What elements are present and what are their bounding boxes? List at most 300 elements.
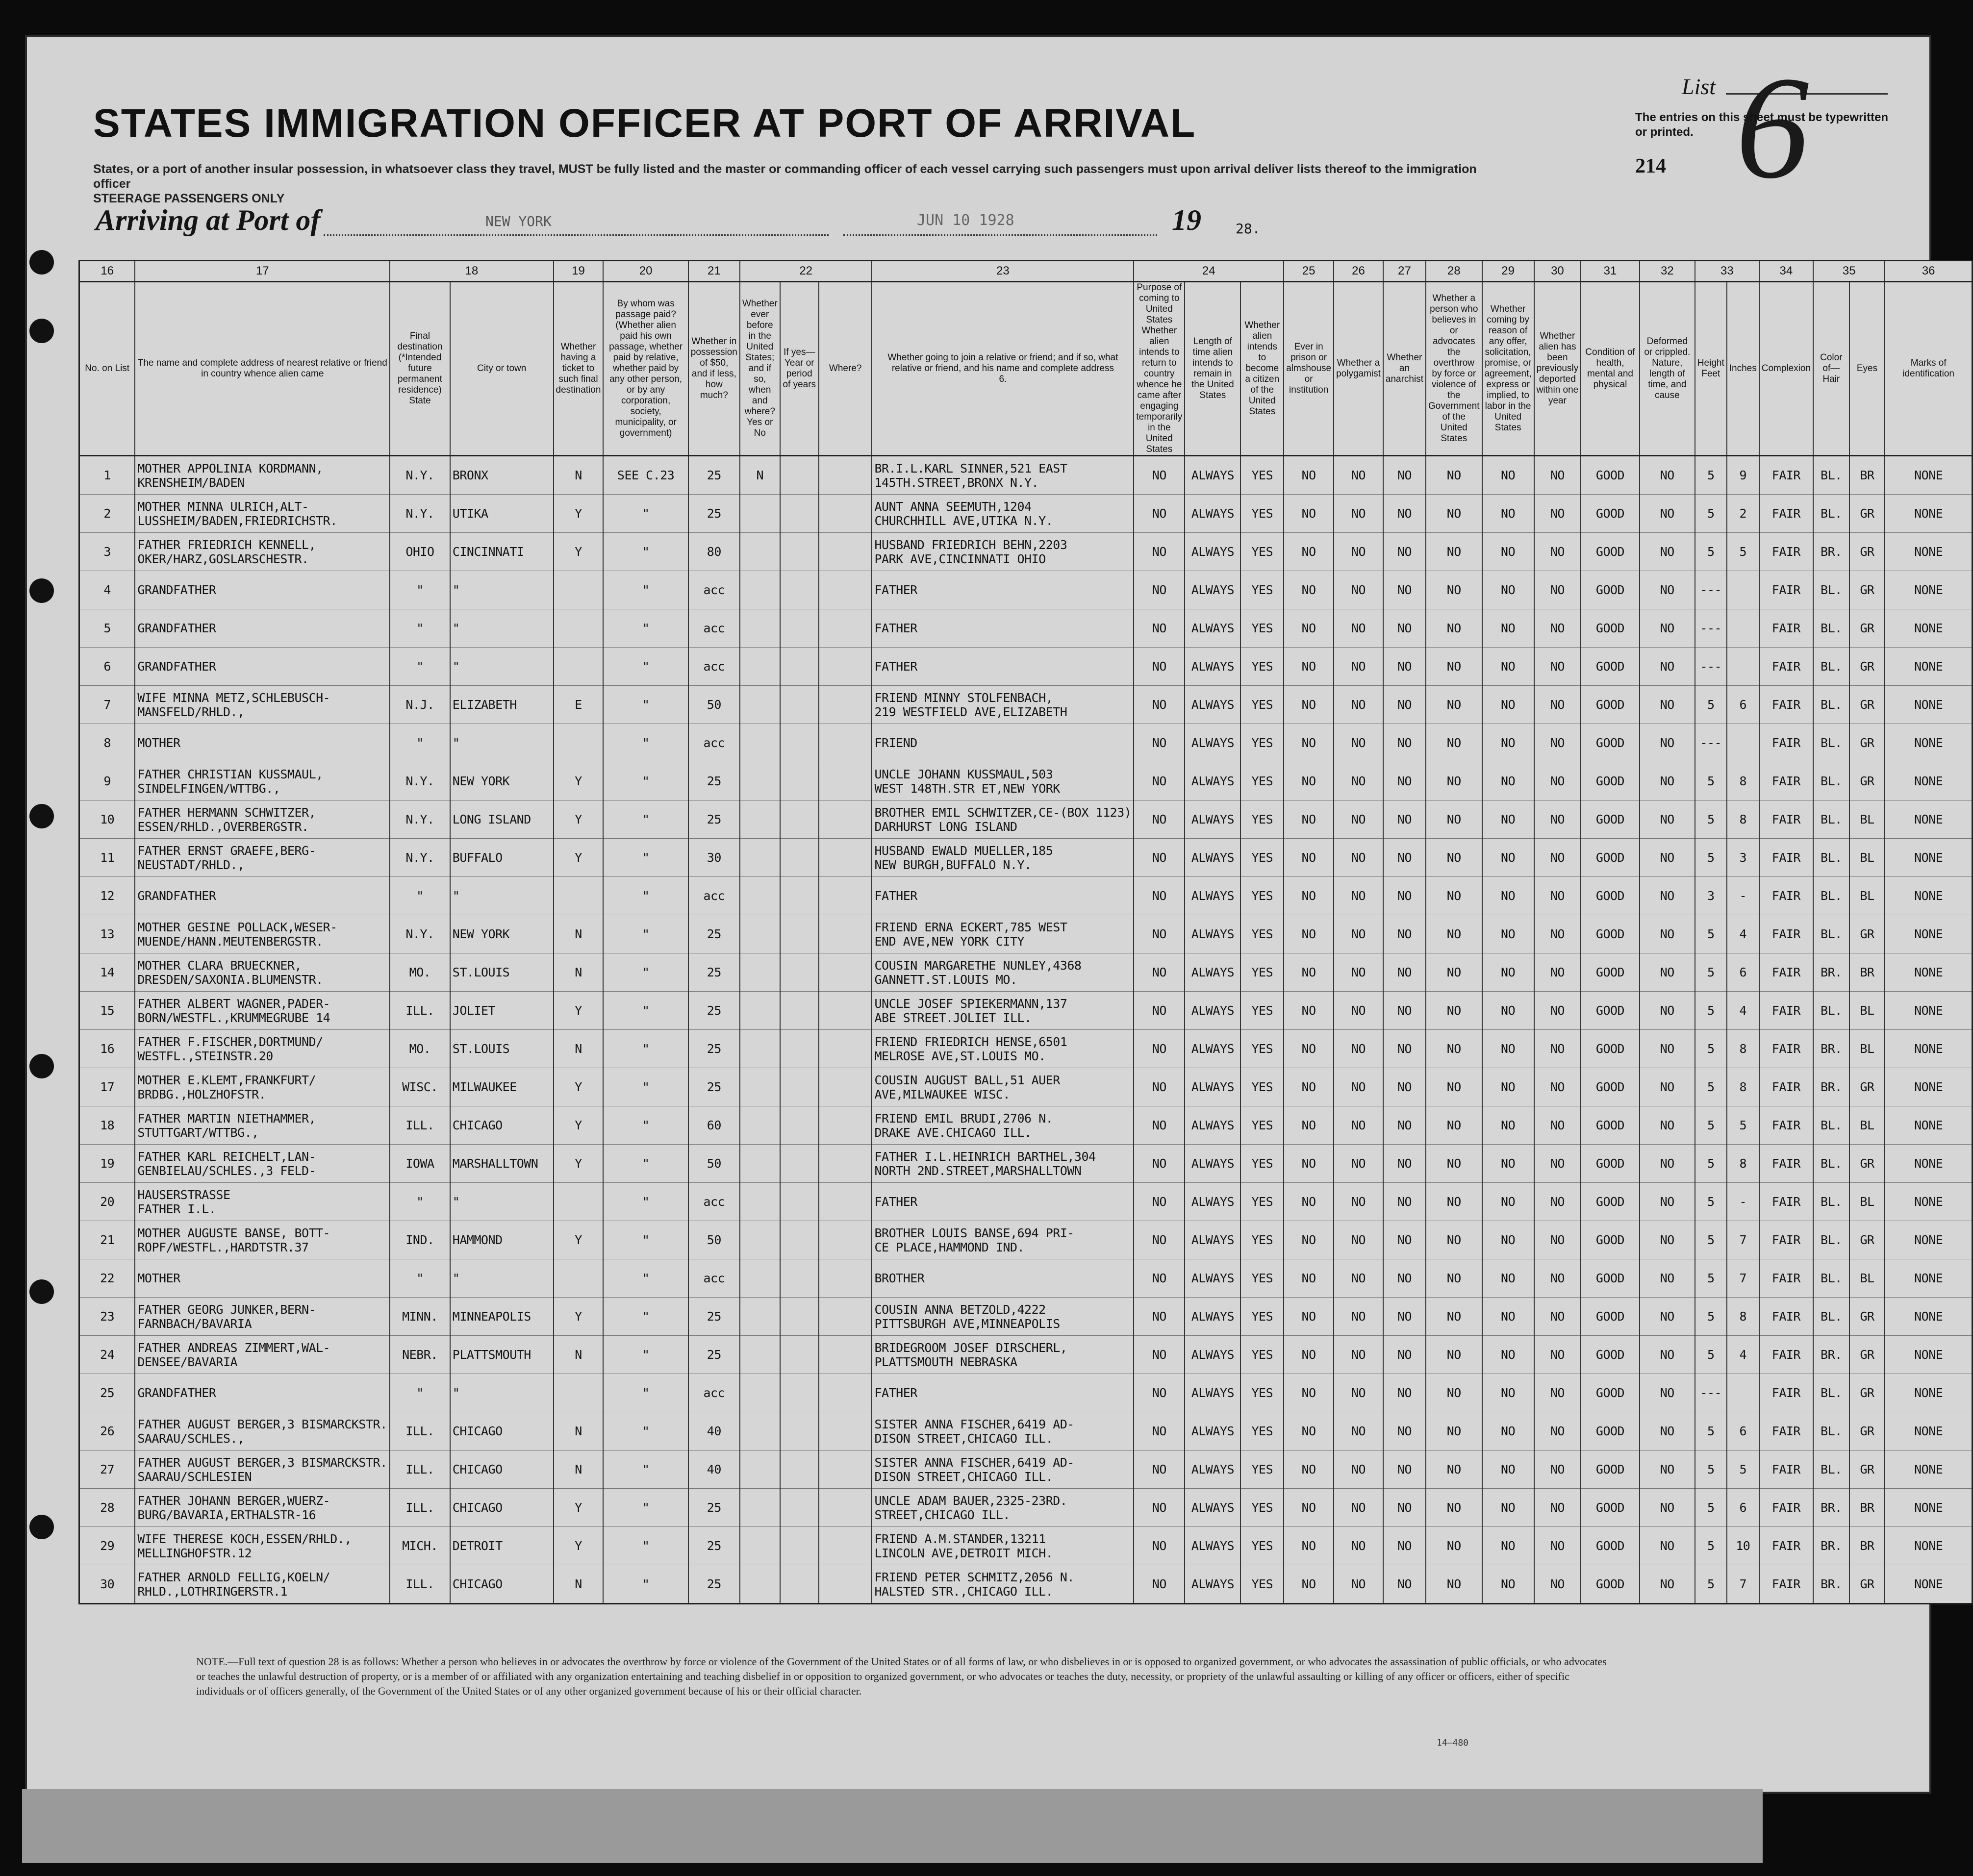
cell-ticket	[554, 724, 604, 762]
table-row	[79, 915, 1973, 953]
cell-previously-deported: NO	[1534, 1183, 1581, 1221]
cell-before-period	[780, 762, 819, 800]
cell-complexion: FAIR	[1759, 609, 1813, 648]
cell-height-feet: 5	[1695, 1106, 1727, 1145]
cell-destination-state: "	[390, 1183, 450, 1221]
cell-deformed: NO	[1640, 1336, 1695, 1374]
cell-relative-abroad-line: FATHER FRIEDRICH KENNELL,	[137, 537, 316, 552]
cell-overthrow-belief: NO	[1426, 686, 1482, 724]
cell-destination-city: "	[450, 1183, 554, 1221]
cell-relative-abroad	[135, 1259, 390, 1298]
cell-citizen-intent: YES	[1240, 456, 1284, 495]
cell-deformed: NO	[1640, 839, 1695, 877]
cell-polygamist: NO	[1334, 495, 1383, 533]
cell-overthrow-belief: NO	[1426, 456, 1482, 495]
cell-relative-abroad-line: WESTFL.,STEINSTR.20	[137, 1049, 273, 1063]
cell-row-number: 6	[79, 648, 135, 686]
cell-return-intent: NO	[1134, 1412, 1185, 1451]
cell-overthrow-belief: NO	[1426, 877, 1482, 915]
cell-money: 50	[688, 1145, 740, 1183]
cell-return-intent: NO	[1134, 839, 1185, 877]
list-number: 214	[1635, 155, 1666, 177]
cell-polygamist: NO	[1334, 1068, 1383, 1106]
cell-height-feet: 5	[1695, 1489, 1727, 1527]
cell-destination-state: "	[390, 571, 450, 609]
cell-ever-in-prison: NO	[1284, 1106, 1334, 1145]
cell-height-inches	[1727, 724, 1759, 762]
cell-eye-color: BR	[1849, 1489, 1885, 1527]
cell-ever-in-prison: NO	[1284, 1527, 1334, 1565]
cell-before-where	[819, 1259, 872, 1298]
cell-joining-line: END AVE,NEW YORK CITY	[874, 934, 1025, 949]
cell-destination-state: WISC.	[390, 1068, 450, 1106]
column-number: 17	[135, 261, 390, 282]
cell-relative-abroad-line: SINDELFINGEN/WTTBG.,	[137, 781, 280, 796]
header-hair-label: Hair	[1822, 374, 1840, 384]
cell-row-number: 23	[79, 1298, 135, 1336]
cell-money: 25	[688, 1030, 740, 1068]
cell-stay-length: ALWAYS	[1185, 571, 1240, 609]
table-row	[79, 992, 1973, 1030]
table-row	[79, 609, 1973, 648]
cell-anarchist: NO	[1383, 992, 1426, 1030]
cell-joining-line: HUSBAND FRIEDRICH BEHN,2203	[874, 537, 1067, 552]
binder-hole-icon	[29, 1054, 54, 1078]
cell-labor-contract: NO	[1482, 1106, 1534, 1145]
cell-money: acc	[688, 609, 740, 648]
cell-overthrow-belief: NO	[1426, 724, 1482, 762]
cell-relative-abroad	[135, 1565, 390, 1604]
cell-joining-line: NEW BURGH,BUFFALO N.Y.	[874, 857, 1032, 872]
cell-money: 40	[688, 1412, 740, 1451]
cell-row-number: 15	[79, 992, 135, 1030]
cell-return-intent: NO	[1134, 456, 1185, 495]
cell-eye-color: BL	[1849, 839, 1885, 877]
cell-identification-marks: NONE	[1885, 992, 1972, 1030]
header-height: Height	[1697, 358, 1724, 368]
cell-complexion: FAIR	[1759, 1298, 1813, 1336]
cell-hair-color: BL.	[1813, 762, 1849, 800]
cell-before-period	[780, 533, 819, 571]
cell-height-inches: 4	[1727, 915, 1759, 953]
cell-relative-abroad-line: SAARAU/SCHLES.,	[137, 1431, 245, 1446]
cell-polygamist: NO	[1334, 1106, 1383, 1145]
cell-polygamist: NO	[1334, 1374, 1383, 1412]
cell-passage-paid: "	[603, 1145, 688, 1183]
cell-stay-length: ALWAYS	[1185, 1374, 1240, 1412]
cell-ever-in-prison: NO	[1284, 915, 1334, 953]
cell-passage-paid: "	[603, 992, 688, 1030]
cell-overthrow-belief: NO	[1426, 1489, 1482, 1527]
table-row	[79, 1489, 1973, 1527]
cell-row-number: 11	[79, 839, 135, 877]
cell-complexion: FAIR	[1759, 686, 1813, 724]
cell-polygamist: NO	[1334, 686, 1383, 724]
cell-complexion: FAIR	[1759, 495, 1813, 533]
cell-polygamist: NO	[1334, 724, 1383, 762]
cell-relative-abroad-line: FARNBACH/BAVARIA	[137, 1316, 252, 1331]
cell-height-inches: 3	[1727, 839, 1759, 877]
cell-return-intent: NO	[1134, 1565, 1185, 1604]
cell-height-inches	[1727, 648, 1759, 686]
cell-height-feet: 5	[1695, 1412, 1727, 1451]
cell-passage-paid: "	[603, 1030, 688, 1068]
header-24a	[1134, 282, 1185, 456]
header-eyes: Eyes	[1849, 282, 1885, 456]
cell-polygamist: NO	[1334, 456, 1383, 495]
cell-relative-abroad-line: STUTTGART/WTTBG.,	[137, 1125, 259, 1140]
cell-stay-length: ALWAYS	[1185, 1145, 1240, 1183]
cell-height-inches: 6	[1727, 953, 1759, 992]
cell-deformed: NO	[1640, 495, 1695, 533]
cell-previously-deported: NO	[1534, 648, 1581, 686]
cell-before-us	[740, 533, 780, 571]
cell-eye-color: GR	[1849, 762, 1885, 800]
cell-deformed: NO	[1640, 1489, 1695, 1527]
cell-stay-length: ALWAYS	[1185, 1259, 1240, 1298]
cell-before-us	[740, 1565, 780, 1604]
cell-labor-contract: NO	[1482, 533, 1534, 571]
cell-height-feet: 5	[1695, 953, 1727, 992]
cell-anarchist: NO	[1383, 533, 1426, 571]
cell-complexion: FAIR	[1759, 1068, 1813, 1106]
cell-hair-color: BL.	[1813, 686, 1849, 724]
cell-passage-paid: "	[603, 1336, 688, 1374]
cell-row-number: 28	[79, 1489, 135, 1527]
cell-joining-line: SISTER ANNA FISCHER,6419 AD-	[874, 1455, 1074, 1470]
cell-ever-in-prison: NO	[1284, 648, 1334, 686]
cell-destination-state: "	[390, 877, 450, 915]
cell-anarchist: NO	[1383, 1183, 1426, 1221]
cell-before-where	[819, 609, 872, 648]
cell-joining	[872, 456, 1134, 495]
header-purpose: Purpose of coming to United States	[1137, 282, 1182, 325]
cell-destination-state: "	[390, 724, 450, 762]
cell-destination-state: ILL.	[390, 1489, 450, 1527]
cell-before-us	[740, 992, 780, 1030]
cell-relative-abroad	[135, 648, 390, 686]
header-ticket: Whether having a ticket to such final destination	[554, 282, 604, 456]
cell-eye-color: GR	[1849, 915, 1885, 953]
cell-relative-abroad-line: FATHER AUGUST BERGER,3 BISMARCKSTR.	[137, 1417, 387, 1431]
cell-previously-deported: NO	[1534, 839, 1581, 877]
cell-relative-abroad-line: MOTHER	[137, 736, 180, 750]
cell-destination-city: DETROIT	[450, 1527, 554, 1565]
cell-stay-length: ALWAYS	[1185, 686, 1240, 724]
cell-anarchist: NO	[1383, 1259, 1426, 1298]
cell-citizen-intent: YES	[1240, 1412, 1284, 1451]
cell-relative-abroad	[135, 1298, 390, 1336]
cell-destination-state: ILL.	[390, 1412, 450, 1451]
cell-joining	[872, 1221, 1134, 1259]
cell-passage-paid: "	[603, 953, 688, 992]
cell-joining	[872, 1565, 1134, 1604]
header-final-destination-note: (*Intended future permanent residence)	[398, 352, 442, 395]
table-row	[79, 571, 1973, 609]
cell-citizen-intent: YES	[1240, 915, 1284, 953]
arriving-label: Arriving at Port of	[96, 204, 321, 236]
cell-anarchist: NO	[1383, 1336, 1426, 1374]
cell-destination-city: PLATTSMOUTH	[450, 1336, 554, 1374]
cell-citizen-intent: YES	[1240, 609, 1284, 648]
cell-complexion: FAIR	[1759, 1106, 1813, 1145]
date-stamp: JUN 10 1928	[917, 212, 1014, 229]
cell-previously-deported: NO	[1534, 1106, 1581, 1145]
cell-hair-color: BL.	[1813, 1259, 1849, 1298]
cell-passage-paid: "	[603, 533, 688, 571]
cell-before-period	[780, 839, 819, 877]
cell-money: 25	[688, 495, 740, 533]
cell-before-us	[740, 1068, 780, 1106]
sheet-underside	[22, 1789, 1763, 1863]
cell-identification-marks: NONE	[1885, 1068, 1972, 1106]
cell-row-number: 26	[79, 1412, 135, 1451]
cell-ever-in-prison: NO	[1284, 495, 1334, 533]
cell-citizen-intent: YES	[1240, 1527, 1284, 1565]
cell-anarchist: NO	[1383, 1106, 1426, 1145]
header-passage-note: (Whether alien paid his own passage, whether paid by relative, whether paid by any other person, or by any corporation, society, municipality, or government)	[609, 320, 683, 438]
cell-before-where	[819, 1412, 872, 1451]
cell-previously-deported: NO	[1534, 609, 1581, 648]
cell-anarchist: NO	[1383, 1145, 1426, 1183]
cell-before-where	[819, 1183, 872, 1221]
cell-relative-abroad-line: FATHER HERMANN SCHWITZER,	[137, 805, 316, 820]
cell-joining	[872, 1145, 1134, 1183]
cell-row-number: 8	[79, 724, 135, 762]
cell-destination-state: N.Y.	[390, 456, 450, 495]
cell-citizen-intent: YES	[1240, 1336, 1284, 1374]
cell-polygamist: NO	[1334, 1221, 1383, 1259]
cell-previously-deported: NO	[1534, 953, 1581, 992]
cell-eye-color: GR	[1849, 1451, 1885, 1489]
cell-labor-contract: NO	[1482, 1336, 1534, 1374]
cell-joining	[872, 1412, 1134, 1451]
cell-hair-color: BR.	[1813, 1030, 1849, 1068]
cell-relative-abroad-line: FATHER ANDREAS ZIMMERT,WAL-	[137, 1340, 330, 1355]
cell-row-number: 17	[79, 1068, 135, 1106]
cell-stay-length: ALWAYS	[1185, 1298, 1240, 1336]
cell-before-us	[740, 839, 780, 877]
cell-row-number: 4	[79, 571, 135, 609]
cell-polygamist: NO	[1334, 1183, 1383, 1221]
cell-previously-deported: NO	[1534, 1565, 1581, 1604]
cell-polygamist: NO	[1334, 953, 1383, 992]
cell-deformed: NO	[1640, 877, 1695, 915]
cell-hair-color: BR.	[1813, 533, 1849, 571]
cell-anarchist: NO	[1383, 1412, 1426, 1451]
cell-before-us	[740, 571, 780, 609]
cell-height-feet: 3	[1695, 877, 1727, 915]
cell-relative-abroad	[135, 495, 390, 533]
cell-identification-marks: NONE	[1885, 762, 1972, 800]
cell-overthrow-belief: NO	[1426, 1412, 1482, 1451]
cell-identification-marks: NONE	[1885, 456, 1972, 495]
cell-ever-in-prison: NO	[1284, 1374, 1334, 1412]
cell-deformed: NO	[1640, 992, 1695, 1030]
cell-passage-paid: "	[603, 1374, 688, 1412]
cell-row-number: 14	[79, 953, 135, 992]
cell-polygamist: NO	[1334, 1259, 1383, 1298]
cell-ticket: Y	[554, 992, 604, 1030]
cell-before-us	[740, 1145, 780, 1183]
header-if-yes: If yes—	[784, 347, 815, 357]
cell-overthrow-belief: NO	[1426, 533, 1482, 571]
cell-return-intent: NO	[1134, 1068, 1185, 1106]
cell-identification-marks: NONE	[1885, 1145, 1972, 1183]
cell-overthrow-belief: NO	[1426, 953, 1482, 992]
header-complexion: Complexion	[1759, 282, 1813, 456]
cell-destination-state: MO.	[390, 1030, 450, 1068]
cell-passage-paid: "	[603, 686, 688, 724]
cell-complexion: FAIR	[1759, 953, 1813, 992]
cell-hair-color: BL.	[1813, 1106, 1849, 1145]
cell-before-us	[740, 1221, 780, 1259]
cell-anarchist: NO	[1383, 1565, 1426, 1604]
cell-destination-state: ILL.	[390, 992, 450, 1030]
cell-before-period	[780, 456, 819, 495]
cell-health: GOOD	[1581, 456, 1640, 495]
cell-before-us	[740, 1451, 780, 1489]
cell-money: 25	[688, 992, 740, 1030]
cell-citizen-intent: YES	[1240, 1451, 1284, 1489]
cell-before-where	[819, 877, 872, 915]
cell-identification-marks: NONE	[1885, 571, 1972, 609]
cell-eye-color: BL	[1849, 1183, 1885, 1221]
cell-before-where	[819, 1451, 872, 1489]
cell-relative-abroad	[135, 1374, 390, 1412]
cell-joining	[872, 877, 1134, 915]
cell-deformed: NO	[1640, 1106, 1695, 1145]
footnote: NOTE.—Full text of question 28 is as follows: Whether a person who believes in or advocates the overthrow by force or violence of the Government of the United States or of all forms of law, or who disbelieves in or is opposed to organized government, or who advocates the assassination of public officials, or who advocates or teaches the unlawful destruction of property, or is a member of or affiliated with any organization entertaining and teaching disbelief in or opposition to organized government, or who advocates or teaches the duty, necessity, or propriety of the unlawful assaulting or killing of any officer or officers, either of specific individuals or of officers generally, of the Government of the United States or of any other organized government because of his or their official character.	[196, 1655, 1607, 1697]
cell-deformed: NO	[1640, 571, 1695, 609]
binder-hole-icon	[29, 578, 54, 603]
cell-before-us	[740, 953, 780, 992]
cell-passage-paid: "	[603, 762, 688, 800]
cell-row-number: 7	[79, 686, 135, 724]
cell-relative-abroad	[135, 877, 390, 915]
header-color-of: Color of—	[1820, 352, 1843, 374]
header-money: Whether in possession of $50, and if less, how much?	[688, 282, 740, 456]
cell-polygamist: NO	[1334, 1412, 1383, 1451]
cell-ticket: Y	[554, 1489, 604, 1527]
header-passage-paid	[603, 282, 688, 456]
cell-previously-deported: NO	[1534, 456, 1581, 495]
column-number: 22	[740, 261, 872, 282]
cell-anarchist: NO	[1383, 571, 1426, 609]
subtitle-line: States, or a port of another insular possession, in whatsoever class they travel, MUST be fully listed and the master or commanding officer of each vessel carrying such passengers must upon arrival deliver lists thereof to the immigration officer	[93, 162, 1477, 191]
cell-passage-paid: "	[603, 1412, 688, 1451]
cell-height-feet: 5	[1695, 686, 1727, 724]
cell-citizen-intent: YES	[1240, 953, 1284, 992]
cell-identification-marks: NONE	[1885, 1565, 1972, 1604]
table-row	[79, 456, 1973, 495]
cell-anarchist: NO	[1383, 915, 1426, 953]
year-value: 28.	[1236, 221, 1261, 237]
cell-destination-state: IOWA	[390, 1145, 450, 1183]
cell-before-where	[819, 1145, 872, 1183]
cell-height-inches: 7	[1727, 1221, 1759, 1259]
cell-health: GOOD	[1581, 1451, 1640, 1489]
cell-stay-length: ALWAYS	[1185, 1030, 1240, 1068]
column-number: 25	[1284, 261, 1334, 282]
cell-health: GOOD	[1581, 953, 1640, 992]
cell-deformed: NO	[1640, 1298, 1695, 1336]
cell-anarchist: NO	[1383, 495, 1426, 533]
header-deformed: Deformed or crippled. Nature, length of time, and cause	[1640, 282, 1695, 456]
cell-hair-color: BL.	[1813, 1374, 1849, 1412]
cell-joining-line: DARHURST LONG ISLAND	[874, 819, 1017, 834]
cell-polygamist: NO	[1334, 1298, 1383, 1336]
cell-ever-in-prison: NO	[1284, 1221, 1334, 1259]
header-30: Whether alien has been previously deported within one year	[1534, 282, 1581, 456]
table-row	[79, 1527, 1973, 1565]
cell-destination-state: "	[390, 648, 450, 686]
cell-joining-line: PITTSBURGH AVE,MINNEAPOLIS	[874, 1316, 1060, 1331]
cell-before-period	[780, 1259, 819, 1298]
cell-height-feet: ---	[1695, 724, 1727, 762]
cell-relative-abroad-line: DENSEE/BAVARIA	[137, 1354, 238, 1369]
cell-return-intent: NO	[1134, 1336, 1185, 1374]
cell-stay-length: ALWAYS	[1185, 915, 1240, 953]
cell-relative-abroad	[135, 1145, 390, 1183]
cell-polygamist: NO	[1334, 1565, 1383, 1604]
cell-health: GOOD	[1581, 1106, 1640, 1145]
cell-labor-contract: NO	[1482, 571, 1534, 609]
cell-before-period	[780, 1565, 819, 1604]
cell-deformed: NO	[1640, 1527, 1695, 1565]
cell-identification-marks: NONE	[1885, 1374, 1972, 1412]
cell-health: GOOD	[1581, 877, 1640, 915]
cell-citizen-intent: YES	[1240, 1259, 1284, 1298]
cell-relative-abroad	[135, 915, 390, 953]
cell-joining	[872, 915, 1134, 953]
cell-relative-abroad-line: MOTHER CLARA BRUECKNER,	[137, 958, 302, 973]
list-note: The entries on this sheet must be typewritten or printed.	[1635, 111, 1889, 139]
cell-before-period	[780, 648, 819, 686]
column-number: 36	[1885, 261, 1972, 282]
cell-row-number: 19	[79, 1145, 135, 1183]
cell-polygamist: NO	[1334, 1489, 1383, 1527]
cell-row-number: 20	[79, 1183, 135, 1221]
cell-relative-abroad-line: FATHER ARNOLD FELLIG,KOELN/	[137, 1570, 330, 1584]
cell-hair-color: BL.	[1813, 648, 1849, 686]
cell-identification-marks: NONE	[1885, 1489, 1972, 1527]
cell-ever-in-prison: NO	[1284, 533, 1334, 571]
cell-citizen-intent: YES	[1240, 992, 1284, 1030]
cell-stay-length: ALWAYS	[1185, 456, 1240, 495]
cell-stay-length: ALWAYS	[1185, 1183, 1240, 1221]
cell-money: 25	[688, 1336, 740, 1374]
cell-joining-line: CE PLACE,HAMMOND IND.	[874, 1240, 1025, 1254]
cell-ticket: Y	[554, 533, 604, 571]
cell-joining	[872, 1527, 1134, 1565]
cell-citizen-intent: YES	[1240, 495, 1284, 533]
cell-labor-contract: NO	[1482, 1489, 1534, 1527]
cell-relative-abroad-line: GRANDFATHER	[137, 1386, 216, 1400]
cell-height-feet: 5	[1695, 1145, 1727, 1183]
cell-height-feet: 5	[1695, 495, 1727, 533]
cell-relative-abroad-line: GRANDFATHER	[137, 659, 216, 674]
cell-polygamist: NO	[1334, 1336, 1383, 1374]
cell-return-intent: NO	[1134, 533, 1185, 571]
cell-money: 25	[688, 1527, 740, 1565]
cell-ever-in-prison: NO	[1284, 953, 1334, 992]
cell-stay-length: ALWAYS	[1185, 648, 1240, 686]
cell-destination-city: MARSHALLTOWN	[450, 1145, 554, 1183]
cell-eye-color: BR	[1849, 1527, 1885, 1565]
cell-joining	[872, 1489, 1134, 1527]
cell-polygamist: NO	[1334, 915, 1383, 953]
